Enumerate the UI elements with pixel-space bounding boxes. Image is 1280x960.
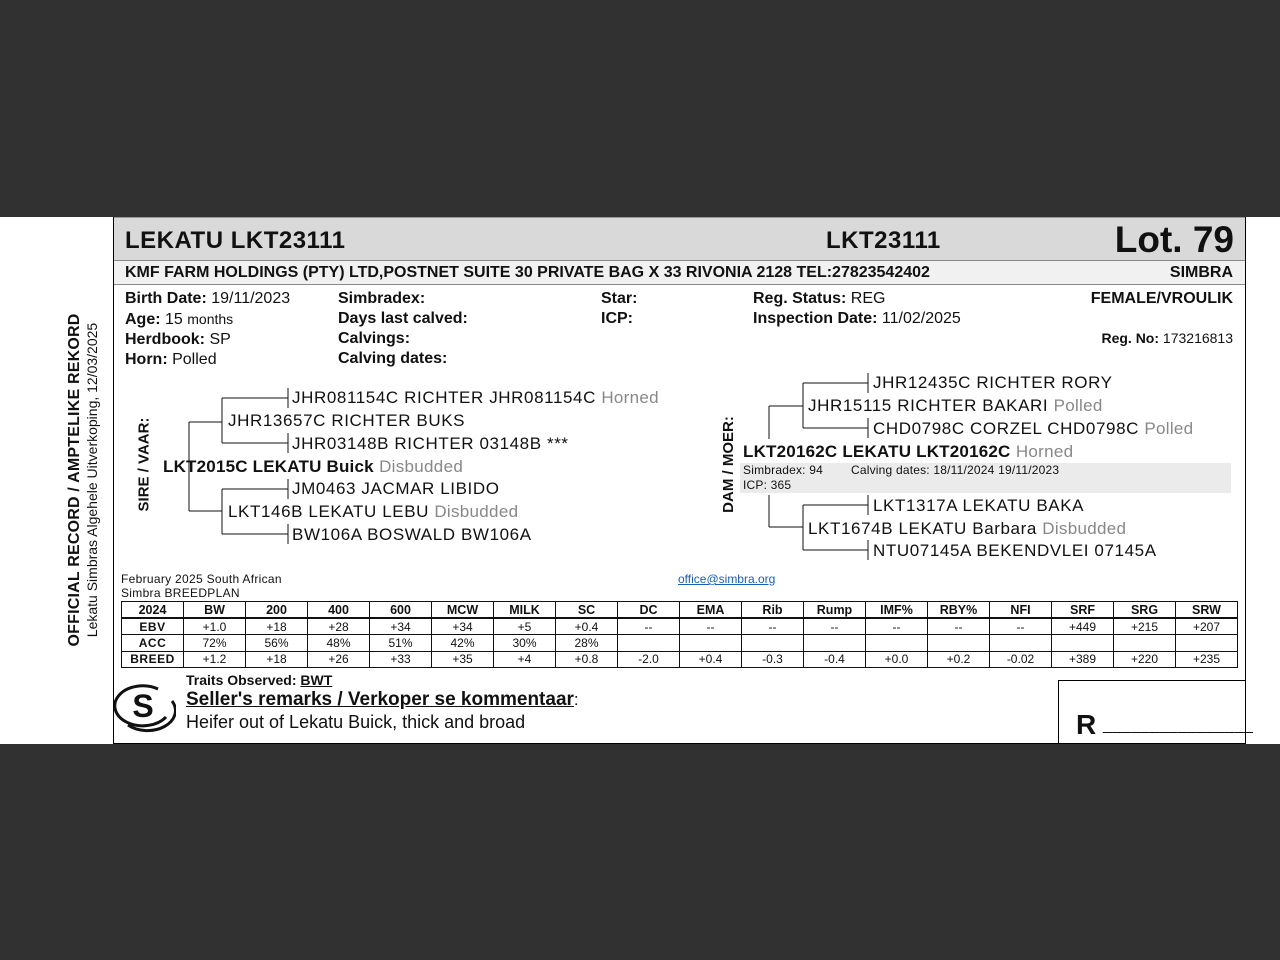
simbra-logo — [114, 681, 176, 733]
dam-name: LKT20162C LEKATU LKT20162C — [743, 442, 1011, 461]
ssd-name: JHR03148B RICHTER 03148B *** — [292, 434, 569, 453]
sss-horn: Horned — [601, 388, 659, 407]
ebv-cell: -- — [804, 618, 866, 635]
breed: SIMBRA — [1169, 264, 1233, 281]
contact-email-link[interactable]: office@simbra.org — [678, 572, 776, 586]
age-unit: months — [187, 311, 234, 327]
dsd-name: CHD0798C CORZEL CHD0798C — [873, 419, 1140, 438]
dam-icp: ICP: 365 — [743, 478, 792, 492]
rand-symbol: R — [1076, 709, 1097, 740]
evaluation-line-1: February 2025 South African — [121, 572, 282, 586]
ebv-header-cell: DC — [618, 602, 680, 619]
sire-sire — [228, 411, 465, 431]
ebv-header-cell: IMF% — [866, 602, 928, 619]
ebv-header-cell: Rib — [742, 602, 804, 619]
ebv-header-cell: SRW — [1176, 602, 1238, 619]
ebv-cell: +215 — [1114, 618, 1176, 635]
ebv-header-cell: 600 — [370, 602, 432, 619]
ebv-header-cell: 2024 — [122, 602, 184, 619]
ebv-header-cell: MCW — [432, 602, 494, 619]
reg-no-label: Reg. No: — [1101, 330, 1160, 346]
horn-value: Polled — [172, 351, 217, 368]
sale-record-page — [0, 217, 1280, 744]
logo-letter: S — [132, 688, 154, 724]
star-label: Star: — [601, 290, 638, 307]
ebv-cell: -- — [866, 618, 928, 635]
ebv-cell — [804, 635, 866, 652]
dd-name: LKT1674B LEKATU Barbara — [808, 519, 1037, 538]
ebv-cell: 30% — [494, 635, 556, 652]
ebv-cell: -0.4 — [804, 651, 866, 668]
ss-name: JHR13657C RICHTER BUKS — [228, 411, 466, 430]
official-record-label: OFFICIAL RECORD / AMPTELIKE REKORD — [66, 312, 83, 647]
dam-details-box — [740, 463, 1231, 493]
ddd-name: NTU07145A BEKENDVLEI 07145A — [873, 541, 1157, 560]
sire-dam-dam — [292, 525, 532, 545]
sdd-name: BW106A BOSWALD BW106A — [292, 525, 532, 544]
ebv-header-cell: MILK — [494, 602, 556, 619]
ebv-header-cell: SRF — [1052, 602, 1114, 619]
ebv-cell: 72% — [184, 635, 246, 652]
ebv-cell — [618, 635, 680, 652]
ebv-cell: +1.0 — [184, 618, 246, 635]
herdbook-label: Herdbook: — [125, 331, 205, 348]
ebv-cell: +5 — [494, 618, 556, 635]
sire-dam — [228, 502, 518, 522]
dsd-horn: Polled — [1144, 419, 1194, 438]
remarks-colon: : — [573, 690, 579, 709]
ebv-cell: -- — [990, 618, 1052, 635]
ebv-header-cell: 400 — [308, 602, 370, 619]
ebv-row-label: EBV — [122, 618, 184, 635]
inspection-date-value: 11/02/2025 — [881, 310, 961, 327]
ebv-cell: +33 — [370, 651, 432, 668]
ebv-header-cell: SRG — [1114, 602, 1176, 619]
ebv-cell: 48% — [308, 635, 370, 652]
ebv-cell: +0.4 — [556, 618, 618, 635]
remarks-heading-row — [186, 689, 579, 711]
ebv-header-cell: BW — [184, 602, 246, 619]
animal-code: LKT23111 — [826, 227, 941, 254]
ebv-header-cell: SC — [556, 602, 618, 619]
calving-dates-label: Calving dates: — [338, 350, 448, 367]
price-box — [1058, 680, 1254, 744]
dam-sire — [808, 396, 1103, 416]
price-line[interactable]: ________________ — [1103, 717, 1254, 734]
sss-name: JHR081154C RICHTER JHR081154C — [292, 388, 596, 407]
dam-simbradex: Simbradex: 94 — [743, 463, 823, 477]
traits-observed — [186, 672, 332, 688]
ebv-cell: +4 — [494, 651, 556, 668]
ebv-cell: -2.0 — [618, 651, 680, 668]
dam-sire-sire — [873, 373, 1113, 393]
ebv-cell: +18 — [246, 618, 308, 635]
dd-horn: Disbudded — [1042, 519, 1127, 538]
age-label: Age: — [125, 311, 161, 328]
simbradex-label: Simbradex: — [338, 290, 426, 307]
ebv-cell: -- — [928, 618, 990, 635]
sire-horn: Disbudded — [379, 457, 464, 476]
ebv-table — [121, 601, 1238, 668]
ebv-header-cell: NFI — [990, 602, 1052, 619]
ebv-cell: 42% — [432, 635, 494, 652]
remarks-text: Heifer out of Lekatu Buick, thick and broad — [186, 712, 526, 732]
ebv-cell: +1.2 — [184, 651, 246, 668]
ebv-cell: +220 — [1114, 651, 1176, 668]
sds-name: JM0463 JACMAR LIBIDO — [292, 479, 500, 498]
days-last-calved-label: Days last calved: — [338, 310, 468, 327]
ebv-cell: +389 — [1052, 651, 1114, 668]
ds-name: JHR15115 RICHTER BAKARI — [808, 396, 1049, 415]
inspection-date-label: Inspection Date: — [753, 310, 878, 327]
ebv-cell: -- — [680, 618, 742, 635]
dam-dam-sire — [873, 496, 1084, 516]
sire-label: SIRE / VAAR: — [135, 417, 153, 512]
reg-status-value: REG — [850, 290, 886, 307]
sire-name: LKT2015C LEKATU Buick — [163, 457, 374, 476]
ebv-cell: +18 — [246, 651, 308, 668]
ebv-cell — [1052, 635, 1114, 652]
ebv-cell — [1176, 635, 1238, 652]
ebv-cell: +449 — [1052, 618, 1114, 635]
ebv-header-cell: RBY% — [928, 602, 990, 619]
ebv-cell — [742, 635, 804, 652]
dds-name: LKT1317A LEKATU BAKA — [873, 496, 1085, 515]
dam-horn: Horned — [1015, 442, 1074, 461]
sire-dam-sire — [292, 479, 500, 499]
owner-details: KMF FARM HOLDINGS (PTY) LTD,POSTNET SUITE 30 PRIVATE BAG X 33 RIVONIA 2128 TEL:27823542402 — [125, 264, 930, 281]
ebv-cell: +235 — [1176, 651, 1238, 668]
ebv-row-label: ACC — [122, 635, 184, 652]
sex: FEMALE/VROULIK — [1090, 290, 1233, 307]
animal-name: LEKATU LKT23111 — [125, 227, 346, 254]
traits-value: BWT — [300, 672, 333, 688]
dam-label: DAM / MOER: — [719, 416, 737, 513]
ebv-header-row — [122, 602, 1238, 619]
birth-date-value: 19/11/2023 — [211, 290, 291, 307]
dam-dam — [808, 519, 1126, 539]
ebv-cell: 56% — [246, 635, 308, 652]
ebv-cell: +34 — [432, 618, 494, 635]
reg-status-label: Reg. Status: — [753, 290, 847, 307]
sire-sire-dam — [292, 434, 569, 454]
birth-date-label: Birth Date: — [125, 290, 207, 307]
age-value: 15 — [165, 311, 183, 328]
ebv-row — [122, 651, 1238, 668]
dss-name: JHR12435C RICHTER RORY — [873, 373, 1113, 392]
ebv-cell: +0.8 — [556, 651, 618, 668]
ebv-cell: -0.02 — [990, 651, 1052, 668]
remarks-heading: Seller's remarks / Verkoper se kommentaar — [186, 689, 574, 710]
dam — [743, 442, 1073, 462]
dam-dam-dam — [873, 541, 1157, 561]
ebv-cell — [866, 635, 928, 652]
icp-label: ICP: — [601, 310, 633, 327]
dam-calving-dates: Calving dates: 18/11/2024 19/11/2023 — [851, 463, 1060, 477]
ebv-cell: -0.3 — [742, 651, 804, 668]
ebv-row-label: BREED — [122, 651, 184, 668]
sale-name-date: Lekatu Simbras Algehele Uitverkoping, 12/03/2025 — [84, 322, 100, 637]
ebv-cell — [680, 635, 742, 652]
ebv-cell: +34 — [370, 618, 432, 635]
ebv-cell: +0.4 — [680, 651, 742, 668]
ebv-cell — [1114, 635, 1176, 652]
lot-number: Lot. 79 — [1114, 219, 1234, 260]
ebv-cell: 28% — [556, 635, 618, 652]
sd-name: LKT146B LEKATU LEBU — [228, 502, 430, 521]
herdbook-value: SP — [209, 331, 231, 348]
ebv-cell: +35 — [432, 651, 494, 668]
ebv-row — [122, 635, 1238, 652]
ebv-header-cell: Rump — [804, 602, 866, 619]
ebv-row — [122, 618, 1238, 635]
ebv-cell: -- — [618, 618, 680, 635]
reg-no-value: 173216813 — [1162, 330, 1233, 346]
horn-label: Horn: — [125, 351, 168, 368]
ebv-header-cell: 200 — [246, 602, 308, 619]
ebv-cell: -- — [742, 618, 804, 635]
ebv-cell: +207 — [1176, 618, 1238, 635]
calvings-label: Calvings: — [338, 330, 411, 347]
ebv-cell: +0.2 — [928, 651, 990, 668]
ds-horn: Polled — [1053, 396, 1103, 415]
sire-sire-sire — [292, 388, 659, 408]
ebv-cell: +28 — [308, 618, 370, 635]
ebv-cell: +0.0 — [866, 651, 928, 668]
ebv-cell — [928, 635, 990, 652]
ebv-cell: +26 — [308, 651, 370, 668]
ebv-cell — [990, 635, 1052, 652]
traits-label: Traits Observed: — [186, 672, 297, 688]
evaluation-line-2: Simbra BREEDPLAN — [121, 586, 240, 600]
sire — [163, 457, 463, 477]
sd-horn: Disbudded — [434, 502, 519, 521]
ebv-cell: 51% — [370, 635, 432, 652]
ebv-header-cell: EMA — [680, 602, 742, 619]
dam-sire-dam — [873, 419, 1193, 439]
